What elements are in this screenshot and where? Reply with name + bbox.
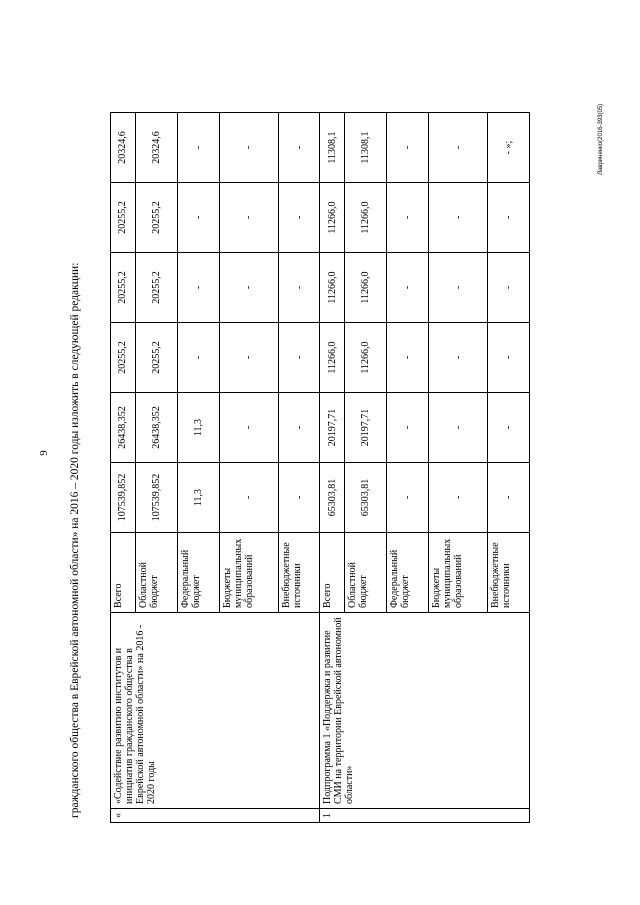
amount-cell: - xyxy=(387,323,429,393)
amount-cell: 11266,0 xyxy=(320,253,345,323)
page-number: 9 xyxy=(38,450,50,456)
funding-source-cell: Бюджеты муниципальных образований xyxy=(429,533,488,613)
amount-cell: 11308,1 xyxy=(320,113,345,183)
amount-cell: - xyxy=(278,393,320,463)
row-number-cell: 1 xyxy=(320,809,530,823)
amount-cell: 65303,81 xyxy=(345,463,387,533)
amount-cell: - xyxy=(278,463,320,533)
program-name-cell: Подпрограмма 1 «Поддержка и развитие СМИ на территории Еврейской автономной области» xyxy=(320,613,530,809)
amount-cell: 11,3 xyxy=(177,393,219,463)
amount-cell: - xyxy=(219,323,278,393)
amount-cell: - xyxy=(219,183,278,253)
funding-source-cell: Областной бюджет xyxy=(345,533,387,613)
amount-cell: - xyxy=(488,323,530,393)
funding-source-cell: Всего xyxy=(111,533,136,613)
funding-source-cell: Областной бюджет xyxy=(135,533,177,613)
amount-cell: - »; xyxy=(488,113,530,183)
table-row xyxy=(111,113,136,823)
amount-cell: 11266,0 xyxy=(345,253,387,323)
amount-cell: - xyxy=(278,183,320,253)
amount-cell: - xyxy=(387,393,429,463)
budget-table xyxy=(110,112,530,823)
amount-cell: - xyxy=(488,463,530,533)
amount-cell: - xyxy=(488,393,530,463)
amount-cell: 20255,2 xyxy=(111,253,136,323)
amount-cell: 26438,352 xyxy=(111,393,136,463)
amount-cell: - xyxy=(429,323,488,393)
heading-text: гражданского общества в Еврейской автономной области» на 2016 – 2020 годы изложить в следующей редакции: xyxy=(69,262,81,818)
amount-cell: - xyxy=(219,393,278,463)
table-row xyxy=(320,113,345,823)
amount-cell: 107539,852 xyxy=(111,463,136,533)
footer-code: Лавриненко(2016-393(05) xyxy=(598,103,604,175)
amount-cell: 65303,81 xyxy=(320,463,345,533)
amount-cell: - xyxy=(429,393,488,463)
amount-cell: - xyxy=(387,113,429,183)
amount-cell: 20255,2 xyxy=(135,183,177,253)
amount-cell: - xyxy=(177,183,219,253)
amount-cell: - xyxy=(429,253,488,323)
amount-cell: - xyxy=(219,113,278,183)
funding-source-cell: Внебюджетные источники xyxy=(278,533,320,613)
amount-cell: - xyxy=(429,463,488,533)
amount-cell: 11266,0 xyxy=(320,183,345,253)
amount-cell: 107539,852 xyxy=(135,463,177,533)
amount-cell: - xyxy=(177,323,219,393)
funding-source-cell: Федеральный бюджет xyxy=(177,533,219,613)
amount-cell: 11266,0 xyxy=(345,183,387,253)
funding-source-cell: Внебюджетные источники xyxy=(488,533,530,613)
amount-cell: 20255,2 xyxy=(135,323,177,393)
budget-table-wrapper xyxy=(110,113,530,823)
amount-cell: 11266,0 xyxy=(320,323,345,393)
amount-cell: 20197,71 xyxy=(320,393,345,463)
amount-cell: 20255,2 xyxy=(111,183,136,253)
funding-source-cell: Всего xyxy=(320,533,345,613)
amount-cell: - xyxy=(177,113,219,183)
row-number-cell: « xyxy=(111,809,320,823)
amount-cell: 11266,0 xyxy=(345,323,387,393)
amount-cell: - xyxy=(278,113,320,183)
amount-cell: 20324,6 xyxy=(111,113,136,183)
amount-cell: 11,3 xyxy=(177,463,219,533)
amount-cell: 11308,1 xyxy=(345,113,387,183)
amount-cell: - xyxy=(278,323,320,393)
amount-cell: 20255,2 xyxy=(111,323,136,393)
amount-cell: - xyxy=(219,463,278,533)
amount-cell: - xyxy=(488,253,530,323)
amount-cell: - xyxy=(219,253,278,323)
funding-source-cell: Бюджеты муниципальных образований xyxy=(219,533,278,613)
amount-cell: - xyxy=(429,183,488,253)
amount-cell: - xyxy=(177,253,219,323)
program-name-cell: «Содействие развитию институтов и инициатив гражданского общества в Еврейской автономной области» на 2016 - 2020 годы xyxy=(111,613,320,809)
amount-cell: 20255,2 xyxy=(135,253,177,323)
amount-cell: - xyxy=(387,253,429,323)
amount-cell: 20324,6 xyxy=(135,113,177,183)
amount-cell: 26438,352 xyxy=(135,393,177,463)
amount-cell: - xyxy=(387,463,429,533)
amount-cell: - xyxy=(387,183,429,253)
amount-cell: - xyxy=(429,113,488,183)
amount-cell: 20197,71 xyxy=(345,393,387,463)
amount-cell: - xyxy=(278,253,320,323)
amount-cell: - xyxy=(488,183,530,253)
funding-source-cell: Федеральный бюджет xyxy=(387,533,429,613)
